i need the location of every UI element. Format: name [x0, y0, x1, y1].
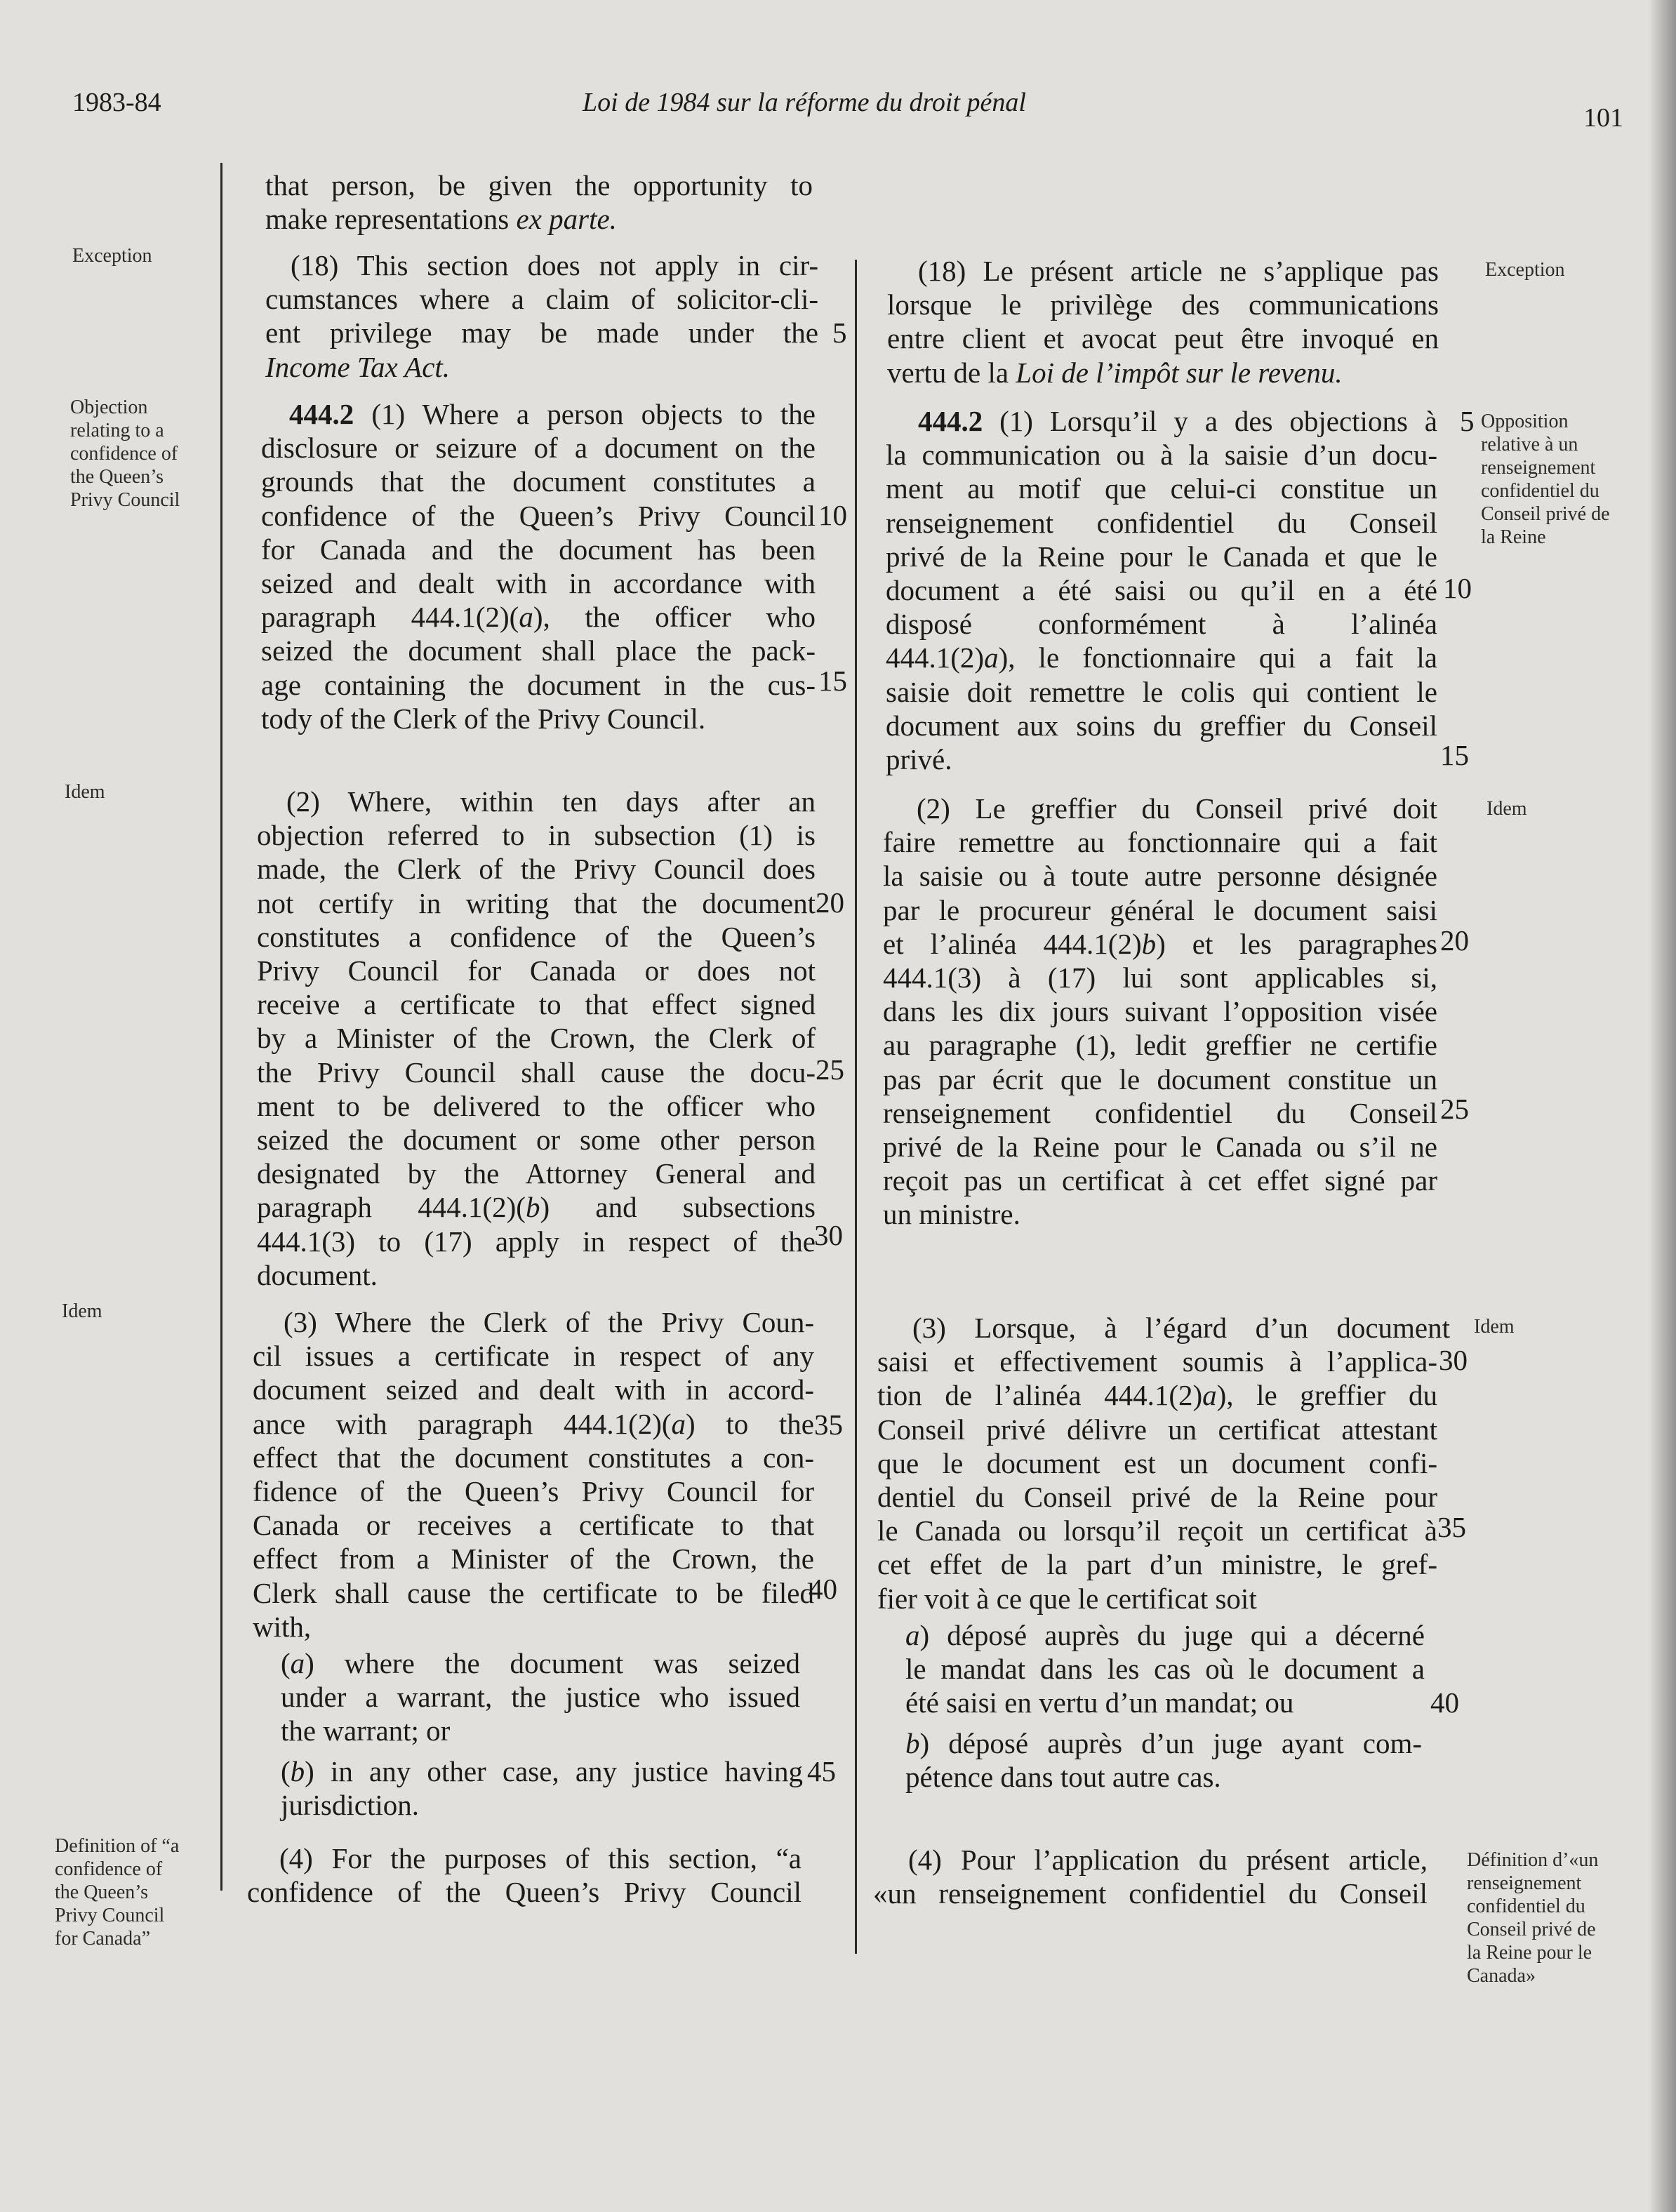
note-line: Privy Council [55, 1905, 165, 1926]
text-line: document aux soins du greffier du Conseil [886, 709, 1437, 742]
note-line: relating to a [70, 420, 164, 441]
text-line: (2) Where, within ten days after an [286, 785, 816, 818]
text-line: cet effet de la part d’un ministre, le gref- [877, 1548, 1437, 1581]
text-line: Clerk shall cause the certificate to be filed [253, 1576, 814, 1609]
note-line: confidentiel du [1467, 1895, 1585, 1917]
text-line: la communication ou à la saisie d’un docu- [886, 439, 1437, 472]
text-line: confidence of the Queen’s Privy Council [247, 1876, 802, 1909]
text-line: saisie doit remettre le colis qui contient le [886, 675, 1437, 708]
text-line: que le document est un document confi- [877, 1446, 1437, 1479]
text-line: seized the document or some other person [257, 1124, 816, 1157]
center-column-rule [855, 260, 857, 1954]
text-line: (3) Lorsque, à l’égard d’un document [912, 1312, 1450, 1344]
text-line: tody of the Clerk of the Privy Council. [261, 702, 706, 735]
note-line: renseignement [1481, 457, 1596, 479]
text-line: the Privy Council shall cause the docu- [257, 1055, 816, 1088]
note-objection-en [70, 396, 180, 512]
note-line: the Queen’s [70, 466, 164, 488]
text-line: not certify in writing that the document [257, 886, 816, 919]
running-title: Loi de 1984 sur la réforme du droit pénal [583, 88, 1026, 117]
english-s4 [247, 1841, 802, 1909]
text-line: 444.1(2)a), le fonctionnaire qui a fait la [886, 641, 1437, 674]
text-line: pétence dans tout autre cas. [905, 1761, 1221, 1794]
line-number: 40 [1430, 1686, 1459, 1719]
note-definition-en [55, 1834, 179, 1950]
line-number: 35 [814, 1408, 843, 1441]
text-line: that person, be given the opportunity to [265, 169, 813, 201]
text-line: ance with paragraph 444.1(2)(a) to the [253, 1407, 814, 1440]
note-exception-en: Exception [72, 245, 152, 267]
note-line: for Canada” [55, 1928, 151, 1950]
english-intro [265, 168, 813, 236]
english-s3a [281, 1646, 800, 1748]
text-line: paragraph 444.1(2)(a), the officer who [261, 601, 816, 634]
note-exception-fr: Exception [1485, 259, 1565, 281]
note-definition-fr [1467, 1848, 1598, 1987]
line-number: 5 [1460, 405, 1475, 437]
text-line: été saisi en vertu d’un mandat; ou [905, 1686, 1294, 1719]
note-idem-en-2: Idem [62, 1300, 102, 1322]
text-line: seized and dealt with in accordance with [261, 567, 816, 600]
text-line: entre client et avocat peut être invoqué en [887, 322, 1439, 355]
left-column-rule [220, 163, 222, 1891]
text-line: Privy Council for Canada or does not [257, 954, 816, 987]
note-line: la Reine pour le [1467, 1942, 1592, 1964]
note-line: Objection [70, 397, 148, 418]
note-line: the Queen’s [55, 1881, 148, 1903]
text-line: le mandat dans les cas où le document a [905, 1653, 1425, 1686]
french-s3 [877, 1311, 1450, 1615]
note-line: Definition of “a [55, 1835, 180, 1857]
text-line: reçoit pas un certificat à cet effet signé par [883, 1164, 1437, 1197]
line-number: 45 [807, 1755, 836, 1787]
text-line: au paragraphe (1), ledit greffier ne certifie [883, 1029, 1437, 1062]
text-line: cil issues a certificate in respect of any [253, 1340, 814, 1373]
text-line: (18) Le présent article ne s’applique pas [918, 255, 1439, 287]
text-line: (b) in any other case, any justice having [281, 1755, 803, 1787]
line-number: 10 [818, 499, 847, 531]
text-line: vertu de la Loi de l’impôt sur le revenu. [887, 356, 1343, 389]
text-line: (4) For the purposes of this section, “a [279, 1842, 802, 1874]
text-line: 444.1(3) to (17) apply in respect of the [257, 1225, 816, 1258]
french-444-2-1 [886, 404, 1437, 776]
english-s3 [253, 1305, 814, 1644]
text-line: paragraph 444.1(2)(b) and subsections [257, 1191, 816, 1224]
text-line: seized the document shall place the pack- [261, 634, 816, 667]
note-line: confidentiel du [1481, 480, 1599, 502]
text-line: le Canada ou lorsqu’il reçoit un certificat à [877, 1514, 1437, 1547]
text-line: cumstances where a claim of solicitor-cli- [265, 283, 818, 316]
text-line: renseignement confidentiel du Conseil [886, 506, 1437, 539]
text-line: lorsque le privilège des communications [887, 288, 1439, 321]
french-s3b [905, 1726, 1422, 1794]
text-line: fidence of the Queen’s Privy Council for [253, 1475, 814, 1508]
text-line: un ministre. [883, 1198, 1020, 1231]
text-line: et l’alinéa 444.1(2)b) et les paragraphes [883, 927, 1437, 960]
note-line: confidence of [70, 443, 178, 465]
text-line: la saisie ou à toute autre personne désignée [883, 860, 1437, 893]
french-s3a [905, 1618, 1425, 1720]
text-line: ment to be delivered to the officer who [257, 1089, 816, 1122]
text-line: effect that the document constitutes a con- [253, 1441, 814, 1474]
note-line: Conseil privé de [1467, 1919, 1596, 1940]
text-line: jurisdiction. [281, 1789, 420, 1822]
french-s4 [873, 1843, 1428, 1910]
english-s3b [281, 1754, 803, 1822]
text-line: effect from a Minister of the Crown, the [253, 1543, 814, 1575]
page-edge-shadow [1648, 0, 1676, 2212]
note-opposition-fr [1481, 410, 1610, 549]
text-line: document. [257, 1258, 378, 1291]
line-number: 10 [1443, 572, 1472, 604]
note-line: Définition d’«un [1467, 1849, 1599, 1871]
note-line: relative à un [1481, 434, 1578, 455]
page-number: 101 [1583, 103, 1623, 133]
line-number: 20 [816, 886, 844, 919]
text-line: the warrant; or [281, 1714, 451, 1747]
text-line: (3) Where the Clerk of the Privy Coun- [284, 1306, 814, 1338]
note-line: Opposition [1481, 411, 1569, 432]
french-s2 [883, 792, 1437, 1232]
header-year: 1983-84 [72, 88, 161, 117]
text-line: disposé conformément à l’alinéa [886, 608, 1437, 641]
line-number: 15 [1440, 739, 1469, 771]
text-line: designated by the Attorney General and [257, 1157, 816, 1190]
text-line: disclosure or seizure of a document on the [261, 432, 816, 465]
text-line: saisi et effectivement soumis à l’applica- [877, 1345, 1437, 1378]
text-line: ent privilege may be made under the [265, 317, 818, 349]
text-line: grounds that the document constitutes a [261, 465, 816, 498]
text-line: for Canada and the document has been [261, 533, 816, 566]
text-line: a) déposé auprès du juge qui a décerné [905, 1619, 1425, 1651]
text-line: Income Tax Act. [265, 350, 451, 383]
text-line: fier voit à ce que le certificat soit [877, 1582, 1257, 1615]
text-line: Conseil privé délivre un certificat attestant [877, 1413, 1437, 1446]
text-line: 444.1(3) à (17) lui sont applicables si, [883, 961, 1437, 994]
text-line: (a) where the document was seized [281, 1647, 800, 1679]
text-line: privé. [886, 743, 952, 776]
text-line: confidence of the Queen’s Privy Council [261, 499, 816, 532]
text-line: (18) This section does not apply in cir- [291, 249, 818, 281]
english-p18 [265, 248, 818, 384]
french-p18 [887, 254, 1439, 389]
text-line: pas par écrit que le document constitue un [883, 1062, 1437, 1095]
text-line: 444.2 (1) Lorsqu’il y a des objections à [918, 405, 1437, 437]
text-line: b) déposé auprès d’un juge ayant com- [905, 1727, 1422, 1759]
text-line: receive a certificate to that effect signed [257, 988, 816, 1021]
note-idem-fr-2: Idem [1474, 1316, 1515, 1338]
text-line: privé de la Reine pour le Canada ou s’il ne [883, 1131, 1437, 1164]
text-line: made, the Clerk of the Privy Council does [257, 853, 816, 886]
line-number: 25 [816, 1053, 844, 1086]
text-line: ment au motif que celui-ci constitue un [886, 472, 1437, 505]
text-line: Canada or receives a certificate to that [253, 1509, 814, 1542]
note-line: confidence of [55, 1858, 163, 1880]
line-number: 30 [1439, 1344, 1468, 1376]
text-line: dentiel du Conseil privé de la Reine pour [877, 1481, 1437, 1514]
note-line: la Reine [1481, 526, 1546, 548]
text-line: dans les dix jours suivant l’opposition visée [883, 995, 1437, 1028]
text-line: tion de l’alinéa 444.1(2)a), le greffier du [877, 1379, 1437, 1412]
text-line: faire remettre au fonctionnaire qui a fait [883, 826, 1437, 859]
line-number: 30 [814, 1219, 843, 1251]
line-number: 20 [1440, 924, 1469, 957]
text-line: with, [253, 1610, 312, 1643]
note-idem-en-1: Idem [65, 781, 105, 803]
line-number: 40 [809, 1573, 837, 1605]
text-line: objection referred to in subsection (1) is [257, 819, 816, 852]
text-line: (4) Pour l’application du présent article, [908, 1844, 1428, 1876]
text-line: document a été saisi ou qu’il en a été [886, 574, 1437, 607]
note-line: Conseil privé de [1481, 503, 1610, 525]
line-number: 35 [1437, 1511, 1466, 1543]
text-line: under a warrant, the justice who issued [281, 1681, 800, 1714]
english-444-2-1 [261, 397, 816, 735]
line-number: 25 [1440, 1093, 1469, 1125]
note-line: Privy Council [70, 489, 180, 511]
text-line: age containing the document in the cus- [261, 668, 816, 701]
text-line: (2) Le greffier du Conseil privé doit [917, 792, 1437, 825]
text-line: «un renseignement confidentiel du Conseil [873, 1877, 1428, 1910]
line-number: 5 [832, 317, 847, 349]
english-s2 [257, 785, 816, 1292]
text-line: by a Minister of the Crown, the Clerk of [257, 1022, 816, 1055]
text-line: par le procureur général le document saisi [883, 893, 1437, 926]
note-line: renseignement [1467, 1872, 1582, 1894]
text-line: 444.2 (1) Where a person objects to the [289, 398, 816, 430]
line-number: 15 [818, 665, 847, 697]
text-line: renseignement confidentiel du Conseil [883, 1096, 1437, 1129]
text-line: constitutes a confidence of the Queen’s [257, 920, 816, 953]
note-line: Canada» [1467, 1965, 1536, 1987]
note-idem-fr-1: Idem [1487, 798, 1527, 820]
text-line: document seized and dealt with in accord- [253, 1373, 814, 1406]
text-line: privé de la Reine pour le Canada et que le [886, 540, 1437, 573]
text-line: make representations ex parte. [265, 203, 617, 236]
